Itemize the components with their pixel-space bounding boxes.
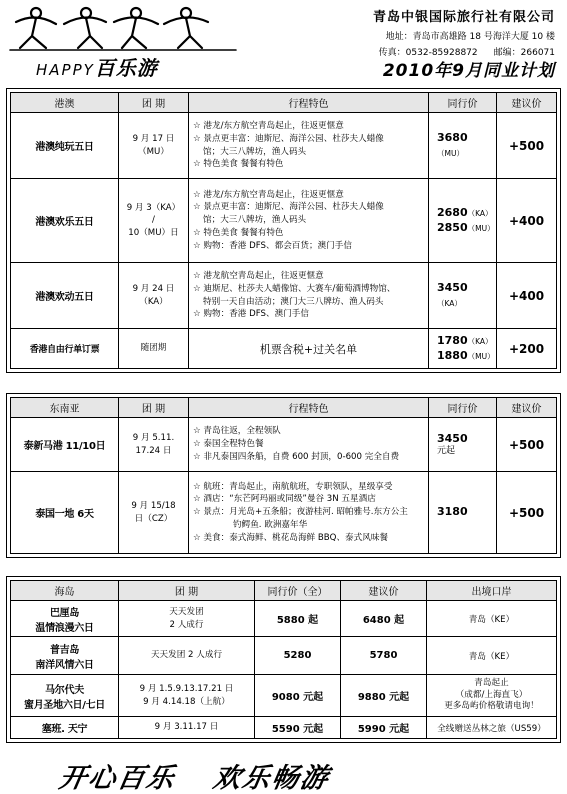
- route-name: 港澳纯玩五日: [11, 113, 119, 179]
- island-table: [10, 580, 557, 739]
- header-cell: 团 期: [119, 581, 255, 601]
- tour-dates: 天天发团 2 人成行: [119, 637, 255, 675]
- departure-port: 青岛起止 （成都/上海直飞） 更多岛屿价格敬请电询！: [427, 675, 557, 717]
- footer-slogan: [56, 756, 530, 794]
- agent-price: 3680 （MU）: [429, 113, 497, 179]
- logo-wordmark: [36, 52, 158, 81]
- itinerary-features: ☆ 航班：青岛起止，南航航班，专职领队，星级享受 ☆ 酒店：“东芒阿玛丽或同级”曼谷 3N 五星酒店 ☆ 景点：月光岛+五条船；夜游桂河. 昭帕雅号.东方公主 钓鳄鱼. 欧洲嘉年华 ☆ 美食：泰式海鲜、桃花岛海鲜 BBQ、泰式风味餐: [189, 472, 429, 554]
- suggested-price: +500: [497, 418, 557, 472]
- suggested-price: +400: [497, 263, 557, 329]
- itinerary-features: ☆ 港龙/东方航空青岛起止，往返更惬意 ☆ 景点更丰富：迪斯尼、海洋公园、杜莎夫人蜡像 馆；大三八牌坊，渔人码头 ☆ 特色美食 餐餐有特色 ☆ 购物：香港 DFS、都会百货；澳门手信: [189, 179, 429, 263]
- slogan-left: 开心百乐: [56, 763, 179, 794]
- agent-price: 5880 起: [255, 601, 341, 637]
- agent-price: 3180: [429, 472, 497, 554]
- hk-macau-table: [10, 92, 557, 369]
- tour-dates: 9 月 5.11. 17.24 日: [119, 418, 189, 472]
- logo-cn: 百乐游: [94, 56, 158, 80]
- table-row: [11, 113, 557, 179]
- suggested-price: 5780: [341, 637, 427, 675]
- suggested-price: +500: [497, 472, 557, 554]
- logo-happy: HAPPY: [36, 61, 95, 79]
- agent-price: 5590 元起: [255, 717, 341, 739]
- route-name: 马尔代夫 蜜月圣地六日/七日: [11, 675, 119, 717]
- table-row: [11, 329, 557, 369]
- agent-price: 5280: [255, 637, 341, 675]
- hk-header-row: [11, 93, 557, 113]
- header-cell: 东南亚: [11, 398, 119, 418]
- route-name: 巴厘岛 温情浪漫六日: [11, 601, 119, 637]
- header-cell: 行程特色: [189, 398, 429, 418]
- suggested-price: 9880 元起: [341, 675, 427, 717]
- itinerary-features: 机票含税+过关名单: [189, 329, 429, 369]
- route-name: 普吉岛 南洋风情六日: [11, 637, 119, 675]
- hk-macau-section: [6, 88, 561, 373]
- tour-dates: 9 月 15/18 日（CZ）: [119, 472, 189, 554]
- suggested-price: +400: [497, 179, 557, 263]
- header-cell: 团 期: [119, 93, 189, 113]
- header-cell: 同行价: [429, 93, 497, 113]
- route-name: 塞班. 天宁: [11, 717, 119, 739]
- table-row: [11, 179, 557, 263]
- tour-dates: 9 月 17 日 （MU）: [119, 113, 189, 179]
- header-cell: 行程特色: [189, 93, 429, 113]
- southeast-asia-table: [10, 397, 557, 554]
- table-row: [11, 418, 557, 472]
- route-name: 香港自由行单订票: [11, 329, 119, 369]
- header-cell: 同行价: [429, 398, 497, 418]
- departure-port: 青岛（KE）: [427, 601, 557, 637]
- departure-port: 青岛（KE）: [427, 637, 557, 675]
- tour-dates: 随团期: [119, 329, 189, 369]
- southeast-asia-section: [6, 393, 561, 558]
- table-row: [11, 601, 557, 637]
- route-name: 泰国一地 6天: [11, 472, 119, 554]
- island-header-row: [11, 581, 557, 601]
- itinerary-features: ☆ 港龙航空青岛起止，往返更惬意 ☆ 迪斯尼、杜莎夫人蜡像馆、大赛车/葡萄酒博物馆、 特别一天自由活动；澳门大三八牌坊、渔人码头 ☆ 购物：香港 DFS、澳门手信: [189, 263, 429, 329]
- table-row: [11, 717, 557, 739]
- company-info: [315, 6, 555, 58]
- table-row: [11, 637, 557, 675]
- slogan-right: 欢乐畅游: [210, 763, 333, 794]
- itinerary-features: ☆ 港龙/东方航空青岛起止，往返更惬意 ☆ 景点更丰富：迪斯尼、海洋公园、杜莎夫人蜡像 馆；大三八牌坊，渔人码头 ☆ 特色美食 餐餐有特色: [189, 113, 429, 179]
- suggested-price: +200: [497, 329, 557, 369]
- tour-dates: 天天发团 2 人成行: [119, 601, 255, 637]
- agent-price: 9080 元起: [255, 675, 341, 717]
- header-cell: 建议价: [497, 398, 557, 418]
- tour-dates: 9 月 24 日 （KA）: [119, 263, 189, 329]
- header-cell: 出境口岸: [427, 581, 557, 601]
- company-fax: 传真：0532-85928872: [378, 48, 478, 58]
- agent-price: 2680（KA） 2850（MU）: [429, 179, 497, 263]
- header-cell: 建议价: [497, 93, 557, 113]
- sea-header-row: [11, 398, 557, 418]
- table-row: [11, 263, 557, 329]
- header-cell: 港澳: [11, 93, 119, 113]
- table-row: [11, 675, 557, 717]
- header-cell: 海岛: [11, 581, 119, 601]
- agent-price: 3450 （KA）: [429, 263, 497, 329]
- route-name: 港澳欢乐五日: [11, 179, 119, 263]
- suggested-price: +500: [497, 113, 557, 179]
- itinerary-features: ☆ 青岛往返，全程领队 ☆ 泰国全程特色餐 ☆ 非凡泰国四条船，自费 600 封顶，0-600 完全自费: [189, 418, 429, 472]
- header-cell: 同行价（全）: [255, 581, 341, 601]
- header-cell: 建议价: [341, 581, 427, 601]
- tour-dates: 9 月 3.11.17 日: [119, 717, 255, 739]
- dancing-figures-icon: [6, 4, 256, 54]
- suggested-price: 5990 元起: [341, 717, 427, 739]
- plan-title: 2010年9月同业计划: [382, 61, 555, 81]
- tour-dates: 9 月 1.5.9.13.17.21 日 9 月 4.14.18（上航）: [119, 675, 255, 717]
- company-address: 地址：青岛市高雄路 18 号海洋大厦 10 楼: [385, 32, 555, 42]
- agent-price: 1780（KA） 1880（MU）: [429, 329, 497, 369]
- header-cell: 团 期: [119, 398, 189, 418]
- suggested-price: 6480 起: [341, 601, 427, 637]
- company-zip: 邮编：266071: [493, 48, 555, 58]
- route-name: 泰新马港 11/10日: [11, 418, 119, 472]
- logo: [6, 4, 306, 80]
- departure-port: 全线赠送丛林之旅（US59）: [427, 717, 557, 739]
- route-name: 港澳欢动五日: [11, 263, 119, 329]
- company-name: 青岛中银国际旅行社有限公司: [372, 10, 555, 25]
- island-section: [6, 576, 561, 743]
- tour-dates: 9 月 3（KA） / 10（MU）日: [119, 179, 189, 263]
- table-row: [11, 472, 557, 554]
- agent-price: 3450 元起: [429, 418, 497, 472]
